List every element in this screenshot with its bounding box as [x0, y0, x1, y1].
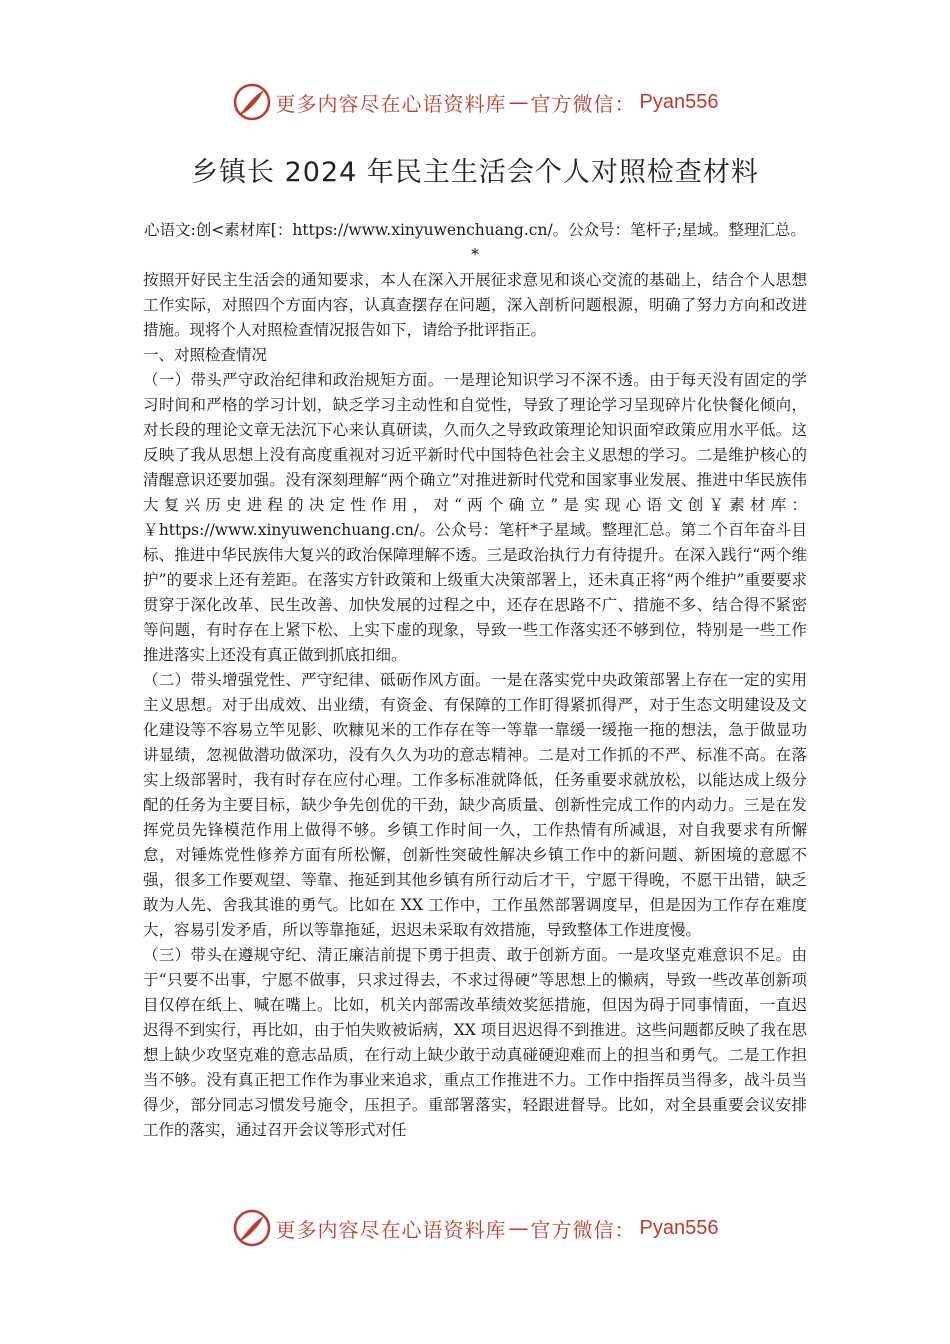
watermark-separator: — — [508, 90, 529, 114]
watermark-wechat-id: Pyan556 — [639, 90, 719, 113]
watermark-wechat-id: Pyan556 — [639, 1216, 719, 1239]
watermark-banner-bottom — [0, 1206, 950, 1250]
quill-circle-icon — [232, 1208, 272, 1248]
document-title: 乡镇长 2024 年民主生活会个人对照检查材料 — [191, 157, 759, 188]
watermark-separator: — — [508, 1216, 529, 1240]
watermark-main-text: 更多内容尽在心语资料库 — [275, 1217, 507, 1242]
watermark-banner-top — [0, 80, 950, 124]
document-body — [143, 268, 807, 1143]
source-line: 心语文:创<素材库[：https://www.xinyuwenchuang.cn/。公众号：笔杆子;星域。整理汇总。* — [144, 221, 806, 264]
watermark-wechat-label: 官方微信： — [530, 1217, 636, 1242]
intro-paragraph: 按照开好民主生活会的通知要求，本人在深入开展征求意见和谈心交流的基础上，结合个人思想工作实际，对照四个方面内容，认真查摆存在问题，深入剖析问题根源，明确了努力方向和改进措施。现将个人对照检查情况报告如下，请给予批评指正。 — [143, 271, 807, 339]
body-paragraph-1: （一）带头严守政治纪律和政治规矩方面。一是理论知识学习不深不透。由于每天没有固定的学习时间和严格的学习计划，缺乏学习主动性和自觉性，导致了理论学习呈现碎片化快餐化倾向，对长段的理论文章无法沉下心来认真研读，久而久之导致政策理论知识面窄政策应用水平低。这反映了我从思想上没有高度重视对习近平新时代中国特色社会主义思想的学习。二是维护核心的清醒意识还要加强。没有深刻理解“两个确立”对推进新时代党和国家事业发展、推进中华民族伟大复兴历史进程的决定性作用，对“两个确立”是实现心语文创￥素材库：￥https://www.xinyuwenchuang.cn/。公众号：笔杆*子星域。整理汇总。第二个百年奋斗目标、推进中华民族伟大复兴的政治保障理解不透。三是政治执行力有待提升。在深入践行“两个维护”的要求上还有差距。在落实方针政策和上级重大决策部署上，还未真正将“两个维护”重要要求贯穿于深化改革、民生改善、加快发展的过程之中，还存在思路不广、措施不多、结合得不紧密等问题，有时存在上紧下松、上实下虚的现象，导致一些工作落实还不够到位，特别是一些工作推进落实上还没有真正做到抓底扣细。 — [143, 371, 807, 664]
quill-circle-icon — [232, 82, 272, 122]
body-paragraph-3: （三）带头在遵规守纪、清正廉洁前提下勇于担责、敢于创新方面。一是攻坚克难意识不足。由于“只要不出事，宁愿不做事，只求过得去，不求过得硬”等思想上的懒病，导致一些改革创新项目仅停在纸上、喊在嘴上。比如，机关内部需改革绩效奖惩措施，但因为碍于同事情面，一直迟迟得不到实行，再比如，由于怕失败被诟病，XX 项目迟迟得不到推进。这些问题都反映了我在思想上缺少攻坚克难的意志品质，在行动上缺少敢于动真碰硬迎难而上的担当和勇气。二是工作担当不够。没有真正把工作作为事业来追求，重点工作推进不力。工作中指挥员当得多，战斗员当得少，部分同志习惯发号施令，压担子。重部署落实，轻跟进督导。比如，对全县重要会议安排工作的落实，通过召开会议等形式对任 — [143, 946, 807, 1139]
watermark-main-text: 更多内容尽在心语资料库 — [275, 91, 507, 116]
body-paragraph-2: （二）带头增强党性、严守纪律、砥砺作风方面。一是在落实党中央政策部署上存在一定的实用主义思想。对于出成效、出业绩，有资金、有保障的工作盯得紧抓得严，对于生态文明建设及文化建设等不容易立竿见影、吹糠见米的工作存在等一等靠一靠缓一缓拖一拖的想法，急于做显功讲显绩，忽视做潜功做深功，没有久久为功的意志精神。二是对工作抓的不严、标准不高。在落实上级部署时，我有时存在应付心理。工作多标准就降低，任务重要求就放松，以能达成上级分配的任务为主要目标，缺少争先创优的干劲，缺少高质量、创新性完成工作的内动力。三是在发挥党员先锋模范作用上做得不够。乡镇工作时间一久，工作热情有所减退，对自我要求有所懈怠，对锤炼党性修养方面有所松懈，创新性突破性解决乡镇工作中的新问题、新困境的意愿不强，很多工作要观望、等靠、拖延到其他乡镇有所行动后才干，宁愿干得晚，不愿干出错，缺乏敢为人先、舍我其谁的勇气。比如在 XX 工作中，工作虽然部署调度早，但是因为工作存在难度大，容易引发矛盾，所以等靠拖延，迟迟未采取有效措施，导致整体工作进度慢。 — [143, 671, 807, 939]
section-heading: 一、对照检查情况 — [143, 346, 268, 364]
watermark-wechat-label: 官方微信： — [530, 91, 636, 116]
